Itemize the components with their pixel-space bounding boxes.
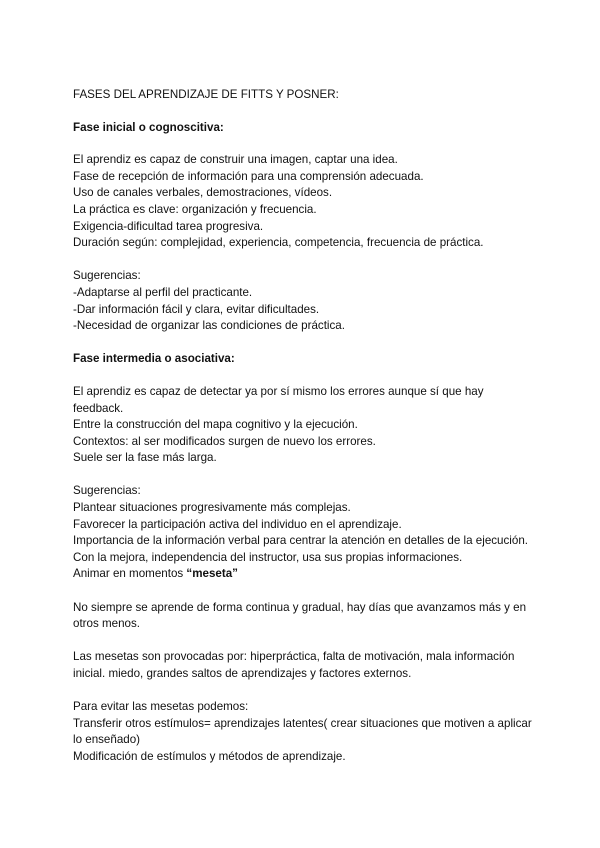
section-heading-inicial: Fase inicial o cognoscitiva: [73,120,224,134]
suggestion-item: -Necesidad de organizar las condiciones de práctica. [73,319,345,333]
spacer [73,252,533,269]
document-title: FASES DEL APRENDIZAJE DE FITTS Y POSNER: [73,88,339,101]
avoid-item: Modificación de estímulos y métodos de aprendizaje. [73,749,346,763]
section-heading-intermedia: Fase intermedia o asociativa: [73,352,235,366]
avoid-label: Para evitar las mesetas podemos: [73,700,249,714]
suggestion-item: Importancia de la información verbal para centrar la atención en detalles de la ejecución. [73,534,528,548]
avoid-item: Transferir otros estímulos= aprendizajes latentes( crear situaciones que motiven a aplicar lo enseñado) [73,716,532,747]
suggestions-label: Sugerencias: [73,484,141,498]
meseta-line [73,566,533,583]
text-line: Contextos: al ser modificados surgen de nuevo los errores. [73,434,376,448]
text-line: Suele ser la fase más larga. [73,451,217,465]
text-line: Fase de recepción de información para una comprensión adecuada. [73,169,424,183]
text-line: El aprendiz es capaz de construir una imagen, captar una idea. [73,153,398,167]
document-body [73,87,533,766]
text-line: Uso de canales verbales, demostraciones, vídeos. [73,186,333,200]
meseta-bold: “meseta” [186,567,238,581]
suggestion-item: Plantear situaciones progresivamente más complejas. [73,501,351,515]
spacer [73,467,533,484]
suggestion-item: Con la mejora, independencia del instructor, usa sus propias informaciones. [73,550,463,564]
text-line: La práctica es clave: organización y frecuencia. [73,202,317,216]
meseta-prefix: Animar en momentos [73,567,187,581]
text-line: Duración según: complejidad, experiencia, competencia, frecuencia de práctica. [73,236,484,250]
paragraph: Las mesetas son provocadas por: hiperpráctica, falta de motivación, mala información inicial. miedo, grandes saltos de aprendizajes y factores externos. [73,650,515,680]
spacer [73,683,533,700]
suggestion-item: -Adaptarse al perfil del practicante. [73,285,253,299]
text-line: Entre la construcción del mapa cognitivo y la ejecución. [73,418,358,432]
spacer [73,633,533,650]
paragraph: No siempre se aprende de forma continua y gradual, hay días que avanzamos más y en otros menos. [73,600,527,631]
suggestions-label: Sugerencias: [73,269,141,283]
suggestion-item: Favorecer la participación activa del individuo en el aprendizaje. [73,517,402,531]
text-line: El aprendiz es capaz de detectar ya por sí mismo los errores aunque sí que hay feedback. [73,384,484,415]
text-line: Exigencia-dificultad tarea progresiva. [73,219,264,233]
spacer [73,583,533,600]
suggestion-item: -Dar información fácil y clara, evitar dificultades. [73,302,320,316]
spacer [73,335,533,352]
